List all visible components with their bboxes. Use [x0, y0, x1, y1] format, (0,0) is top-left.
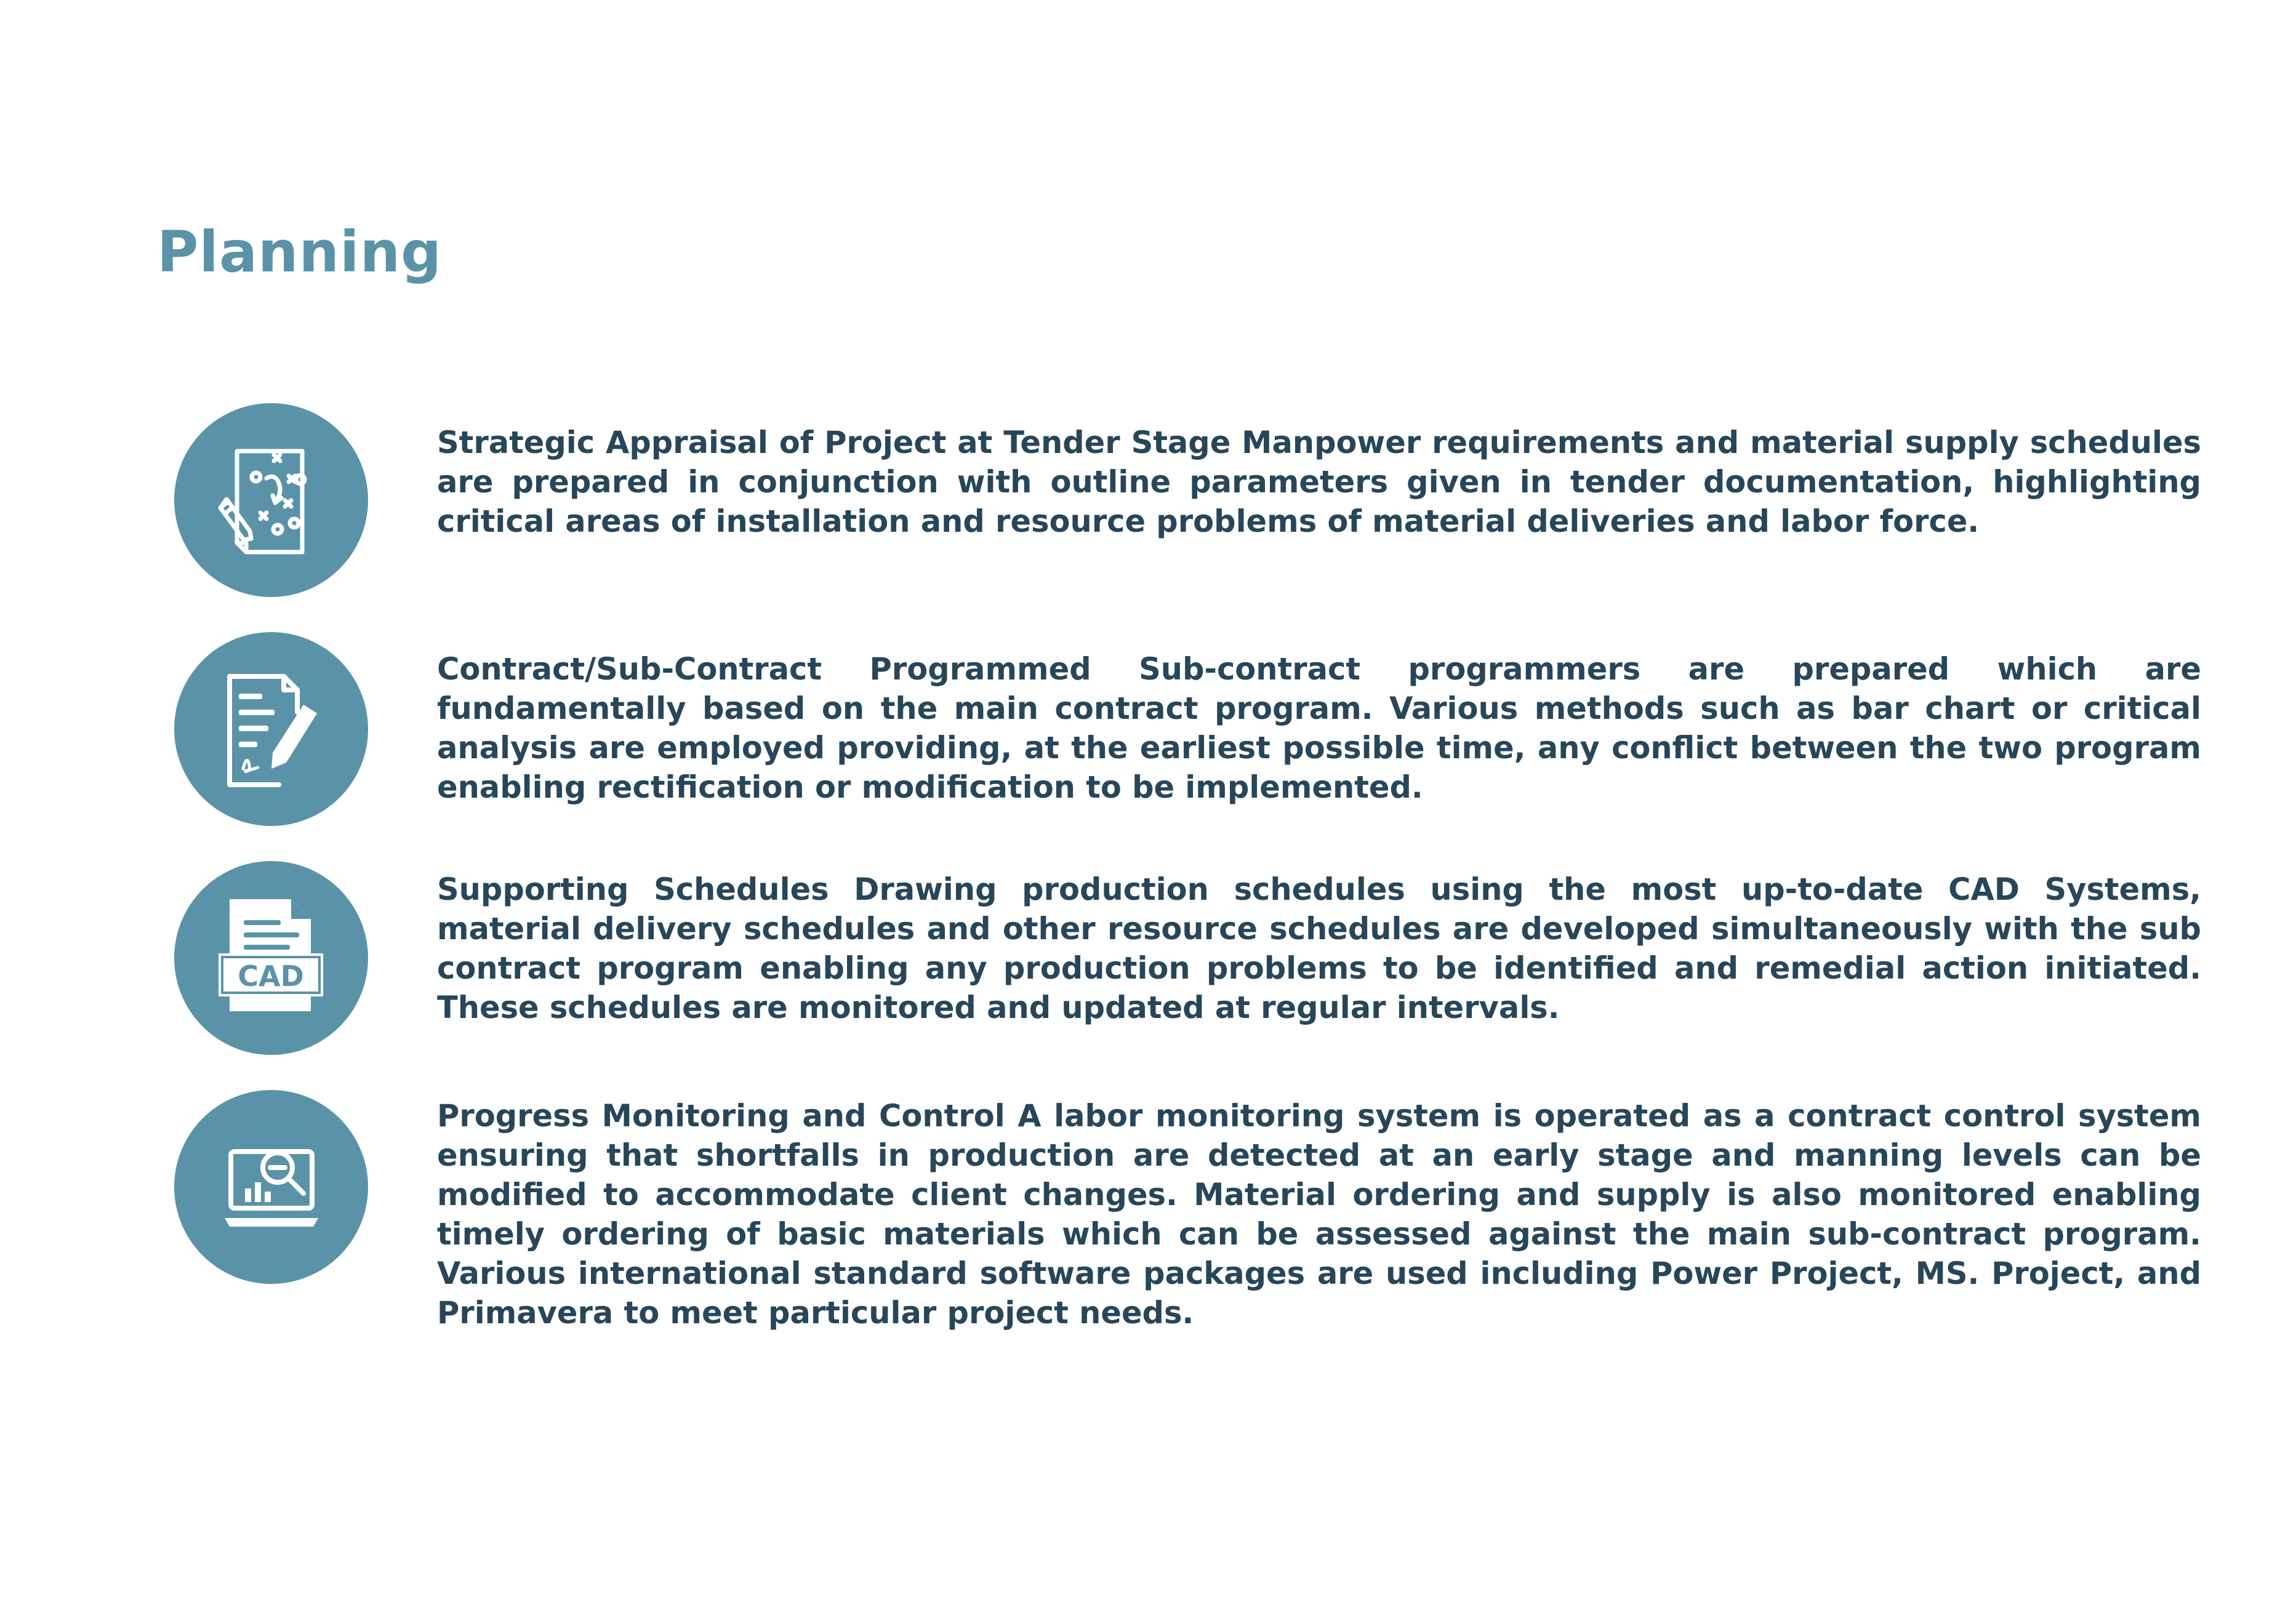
- item-description: Progress Monitoring and Control A labor monitoring system is operated as a contract control system ensuring that shortfalls in production are detected at an early stage and manning levels can be modified to accommodate client changes. Material ordering and supply is also monitored enabling timely ordering of basic materials which can be assessed against the main sub-contract program. Various international standard software packages are used including Power Project, MS. Project, and Primavera to meet particular project needs.: [437, 1098, 2201, 1331]
- item-description: Strategic Appraisal of Project at Tender Stage Manpower requirements and material supply schedules are prepared in conjunction with outline parameters given in tender documentation, highlighting critical areas of installation and resource problems of material deliveries and labor force.: [437, 425, 2201, 539]
- icon-badge: [174, 1090, 368, 1284]
- icon-badge: [174, 403, 368, 597]
- cad-label: CAD: [238, 960, 304, 993]
- item-description: Supporting Schedules Drawing production schedules using the most up-to-date CAD Systems, material delivery schedules and other resource schedules are developed simultaneously with the sub contract program enabling any production problems to be identified and remedial action initiated. These schedules are monitored and updated at regular intervals.: [437, 872, 2201, 1025]
- laptop-analytics-icon: [174, 1090, 368, 1284]
- icon-badge: [174, 632, 368, 826]
- icon-badge: [174, 861, 368, 1055]
- strategy-board-icon: [174, 403, 368, 597]
- cad-file-icon: [174, 861, 368, 1055]
- page-title: Planning: [157, 219, 442, 285]
- contract-sign-icon: [174, 632, 368, 826]
- item-description: Contract/Sub-Contract Programmed Sub-contract programmers are prepared which are fundamentally based on the main contract program. Various methods such as bar chart or critical analysis are employed providing, at the earliest possible time, any conflict between the two program enabling rectification or modification to be implemented.: [437, 651, 2201, 805]
